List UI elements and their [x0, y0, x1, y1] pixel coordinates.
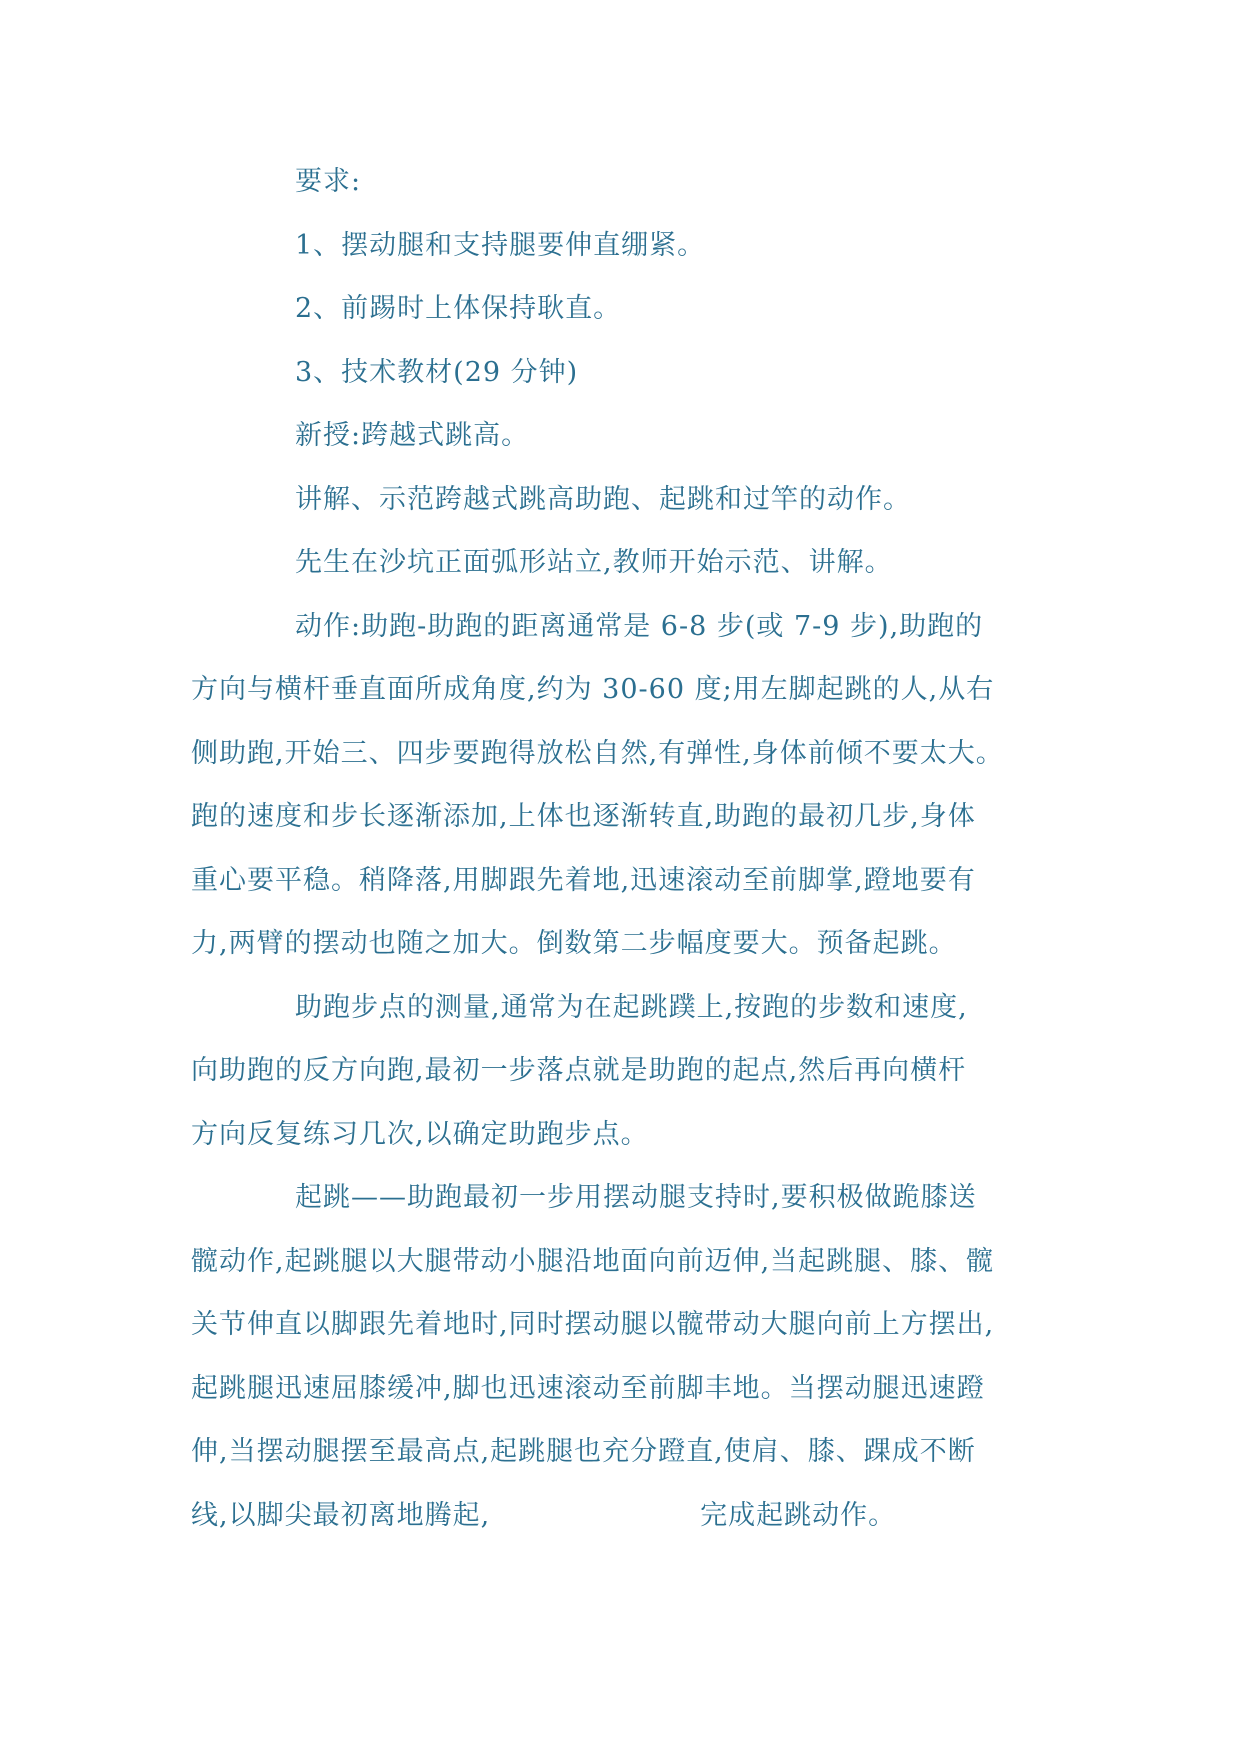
new-lesson-line: 新授:跨越式跳高。 [295, 420, 530, 451]
paragraph-run-up-line: 重心要平稳。稍降落,用脚跟先着地,迅速滚动至前脚掌,蹬地要有 [191, 865, 976, 896]
arrangement-line: 先生在沙坑正面弧形站立,教师开始示范、讲解。 [295, 547, 893, 578]
paragraph-takeoff-line: 伸,当摆动腿摆至最高点,起跳腿也充分蹬直,使肩、膝、踝成不断 [191, 1436, 976, 1467]
paragraph-measurement-line: 方向反复练习几次,以确定助跑步点。 [191, 1119, 649, 1150]
requirement-item-2: 2、前踢时上体保持耿直。 [295, 293, 622, 324]
takeoff-line-start: 线,以脚尖最初离地腾起, [191, 1500, 491, 1531]
paragraph-measurement-line: 向助跑的反方向跑,最初一步落点就是助跑的起点,然后再向横杆 [191, 1055, 967, 1086]
paragraph-run-up-line: 跑的速度和步长逐渐添加,上体也逐渐转直,助跑的最初几步,身体 [191, 801, 976, 832]
heading-requirements: 要求: [295, 166, 362, 197]
paragraph-run-up-line: 动作:助跑-助跑的距离通常是 6-8 步(或 7-9 步),助跑的 [295, 611, 984, 642]
requirement-item-1: 1、摆动腿和支持腿要伸直绷紧。 [295, 230, 706, 261]
paragraph-takeoff-last-line [191, 1499, 896, 1533]
paragraph-measurement-line: 助跑步点的测量,通常为在起跳蹼上,按跑的步数和速度, [295, 992, 968, 1023]
paragraph-run-up-line: 侧助跑,开始三、四步要跑得放松自然,有弹性,身体前倾不要太大。 [191, 738, 1004, 769]
paragraph-takeoff-line: 关节伸直以脚跟先着地时,同时摆动腿以髋带动大腿向前上方摆出, [191, 1309, 995, 1340]
paragraph-run-up-line: 力,两臂的摆动也随之加大。倒数第二步幅度要大。预备起跳。 [191, 928, 957, 959]
takeoff-line-end: 完成起跳动作。 [700, 1500, 897, 1531]
paragraph-takeoff-line: 髋动作,起跳腿以大腿带动小腿沿地面向前迈伸,当起跳腿、膝、髋 [191, 1246, 995, 1277]
paragraph-takeoff-line: 起跳——助跑最初一步用摆动腿支持时,要积极做跪膝送 [295, 1182, 977, 1213]
explanation-line: 讲解、示范跨越式跳高助跑、起跳和过竿的动作。 [295, 484, 911, 515]
paragraph-takeoff-line: 起跳腿迅速屈膝缓冲,脚也迅速滚动至前脚丰地。当摆动腿迅速蹬 [191, 1373, 985, 1404]
section-technical-material: 3、技术教材(29 分钟) [295, 357, 579, 388]
paragraph-run-up-line: 方向与横杆垂直面所成角度,约为 30-60 度;用左脚起跳的人,从右 [191, 674, 995, 705]
